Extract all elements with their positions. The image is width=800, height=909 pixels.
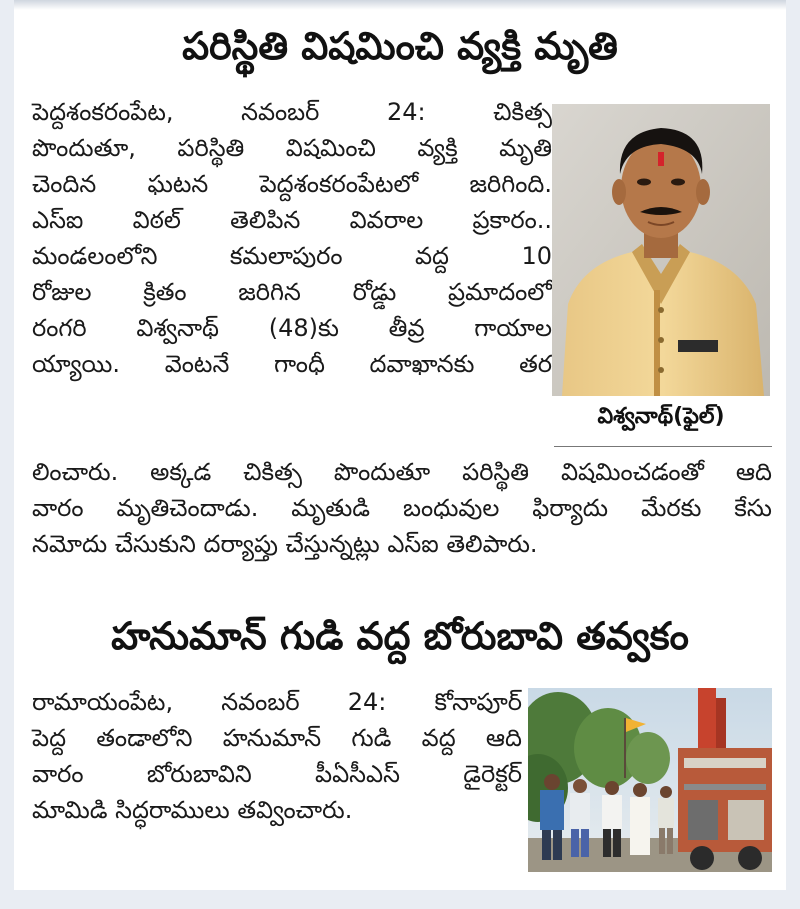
article2-body [32,684,522,828]
article1-line: మండలంలోని కమలాపురం వద్ద 10 [32,242,552,270]
borewell-photo [528,688,772,872]
article1-line: పొందుతూ, పరిస్థితి విషమించి వ్యక్తి మృతి [32,134,552,162]
article1-body-wide [32,454,772,562]
article2-line: పెద్ద తండాలోని హనుమాన్ గుడి వద్ద ఆది [32,724,522,752]
article1-line: నమోదు చేసుకుని దర్యాప్తు చేస్తున్నట్లు ఎస్ఐ తెలిపారు. [32,530,538,558]
article2-line: మామిడి సిద్ధరాములు తవ్వించారు. [32,796,353,824]
article1-line: లించారు. అక్కడ చికిత్స పొందుతూ పరిస్థితి విషమించడంతో ఆది [32,458,772,486]
article2-headline: హనుమాన్ గుడి వద్ద బోరుబావి తవ్వకం [111,614,689,658]
article2-line: రామాయంపేట, నవంబర్ 24: కోనాపూర్ [32,688,522,716]
article1-line: రోజుల క్రితం జరిగిన రోడ్డు ప్రమాదంలో [32,278,552,306]
article2-line: వారం బోరుబావిని పీఏసీఎస్ డైరెక్టర్ [32,760,522,788]
photo-caption: విశ్వనాథ్(ఫైల్) [597,404,725,429]
article1-line: య్యాయి. వెంటనే గాంధీ దవాఖానకు తర [32,350,552,378]
previous-article-edge [14,0,786,10]
article1-headline: పరిస్థితి విషమించి వ్యక్తి మృతి [182,24,618,68]
portrait-photo [552,104,770,396]
article1-body-narrow [32,94,552,382]
article1-line: చెందిన ఘటన పెద్దశంకరంపేటలో జరిగింది. [32,170,552,198]
article1-line: పెద్దశంకరంపేట, నవంబర్ 24: చికిత్స [32,98,552,126]
article1-line: రంగరి విశ్వనాథ్ (48)కు తీవ్ర గాయాల [32,314,552,342]
article1-line: వారం మృతిచెందాడు. మృతుడి బంధువుల ఫిర్యాదు మేరకు కేసు [32,494,772,522]
caption-divider [554,446,772,447]
article1-line: ఎస్ఐ విఠల్ తెలిపిన వివరాల ప్రకారం.. [32,206,552,234]
newspaper-clipping [14,0,786,890]
